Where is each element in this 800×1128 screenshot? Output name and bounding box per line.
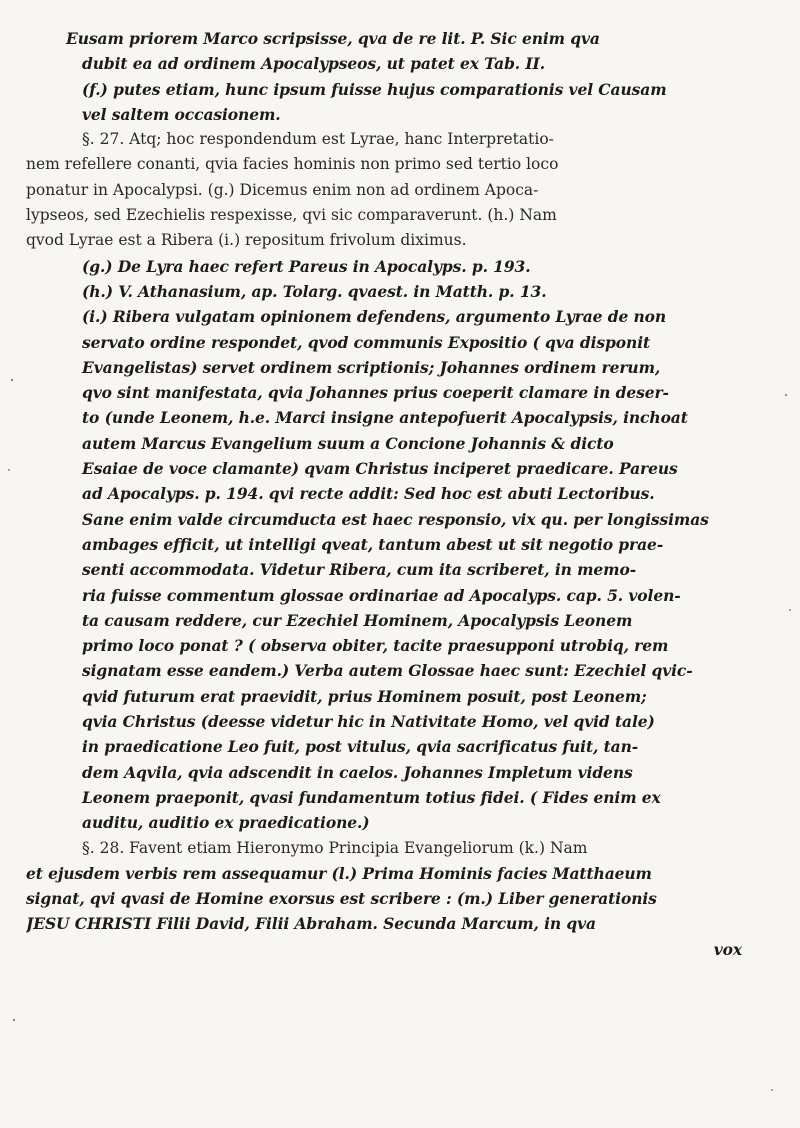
catchword: vox	[713, 939, 742, 959]
footnote-line: ta causam reddere, cur Ezechiel Hominem, Apocalypsis Leonem	[82, 610, 633, 630]
footnote-line: senti accommodata. Videtur Ribera, cum ita scriberet, in memo-	[82, 560, 637, 580]
text-line: qvod Lyrae est a Ribera (i.) repositum frivolum diximus.	[26, 231, 467, 250]
footnote-line: qvia Christus (deesse videtur hic in Nativitate Homo, vel qvid tale)	[82, 712, 655, 732]
footnote-line: ad Apocalyps. p. 194. qvi recte addit: Sed hoc est abuti Lectoribus.	[82, 484, 655, 504]
footnote-line: (h.) V. Athanasium, ap. Tolarg. qvaest. in Matth. p. 13.	[82, 281, 547, 301]
text-line: et ejusdem verbis rem assequamur (l.) Prima Hominis facies Matthaeum	[26, 863, 652, 883]
footnote-line: to (unde Leonem, h.e. Marci insigne antepofuerit Apocalypsis, inchoat	[82, 408, 688, 428]
footnote-line: qvo sint manifestata, qvia Johannes prius coeperit clamare in deser-	[82, 383, 669, 403]
page-text	[26, 26, 776, 962]
footnote-line: in praedicatione Leo fuit, post vitulus, qvia sacrificatus fuit, tan-	[82, 737, 639, 757]
footnote-line: ambages efficit, ut intelligi qveat, tantum abest ut sit negotio prae-	[82, 534, 664, 554]
text-line: lypseos, sed Ezechielis respexisse, qvi sic comparaverunt. (h.) Nam	[26, 206, 557, 225]
text-line: ponatur in Apocalypsi. (g.) Dicemus enim non ad ordinem Apoca-	[26, 180, 539, 199]
text-line: signat, qvi qvasi de Homine exorsus est scribere : (m.) Liber generationis	[26, 889, 657, 909]
footnote-line: autem Marcus Evangelium suum a Concione Johannis & dicto	[82, 433, 614, 453]
footnote-line: (i.) Ribera vulgatam opinionem defendens, argumento Lyrae de non	[82, 307, 667, 327]
text-line: JESU CHRISTI Filii David, Filii Abraham. Secunda Marcum, in qva	[26, 914, 596, 934]
text-line: (f.) putes etiam, hunc ipsum fuisse hujus comparationis vel Causam	[82, 79, 667, 99]
footnote-line: Leonem praeponit, qvasi fundamentum totius fidei. ( Fides enim ex	[82, 787, 661, 807]
text-line: Eusam priorem Marco scripsisse, qva de re lit. P. Sic enim qva	[66, 29, 600, 48]
text-line: vel saltem occasionem.	[82, 104, 281, 124]
footnote-line: (g.) De Lyra haec refert Pareus in Apocalyps. p. 193.	[82, 256, 531, 276]
text-line: §. 27. Atq; hoc respondendum est Lyrae, hanc Interpretatio-	[82, 130, 554, 149]
footnote-line: Sane enim valde circumducta est haec responsio, vix qu. per longissimas	[82, 509, 709, 529]
footnote-line: qvid futurum erat praevidit, prius Hominem posuit, post Leonem;	[82, 686, 647, 706]
footnote-line: auditu, auditio ex praedicatione.)	[82, 813, 370, 833]
footnote-line: primo loco ponat ? ( observa obiter, tacite praesupponi utrobiq, rem	[82, 636, 669, 656]
footnote-line: dem Aqvila, qvia adscendit in caelos. Johannes Impletum videns	[82, 762, 633, 782]
footnote-line: ria fuisse commentum glossae ordinariae ad Apocalyps. cap. 5. volen-	[82, 585, 681, 605]
footnote-line: servato ordine respondet, qvod communis Expositio ( qva disponit	[82, 332, 651, 352]
footnote-line: Evangelistas) servet ordinem scriptionis; Johannes ordinem rerum,	[82, 357, 661, 377]
text-line: dubit ea ad ordinem Apocalypseos, ut patet ex Tab. II.	[82, 54, 545, 74]
text-line: nem refellere conanti, qvia facies hominis non primo sed tertio loco	[26, 155, 559, 174]
text-line: §. 28. Favent etiam Hieronymo Principia Evangeliorum (k.) Nam	[82, 838, 588, 857]
footnote-line: signatam esse eandem.) Verba autem Glossae haec sunt: Ezechiel qvic-	[82, 661, 693, 681]
footnote-line: Esaiae de voce clamante) qvam Christus inciperet praedicare. Pareus	[82, 459, 678, 479]
